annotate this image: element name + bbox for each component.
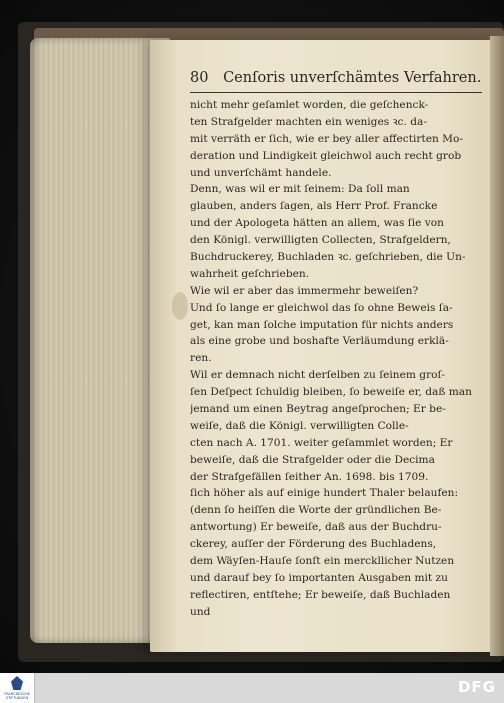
paper-stain bbox=[172, 292, 188, 320]
text-line: get, kan man ſolche imputation für nichts anders bbox=[190, 318, 454, 331]
running-title: Cenſoris unverſchämtes Verfahren. bbox=[223, 70, 482, 86]
text-line: Denn, was wil er mit ſeinem: Da ſoll man bbox=[190, 183, 410, 196]
text-line: ren. bbox=[190, 352, 212, 365]
text-line: Buchdruckerey, Buchladen ꝛc. geſchrieben, die Un- bbox=[190, 251, 466, 264]
text-line: jemand um einen Beytrag angeſprochen; Er be- bbox=[190, 403, 446, 416]
dfg-logo: DFG bbox=[457, 678, 496, 696]
text-line: und unverſchämt handele. bbox=[190, 166, 332, 179]
text-line: reflectiren, entſtehe; Er beweiſe, daß Buchladen bbox=[190, 588, 451, 601]
text-line: beweiſe, daß die Strafgelder oder die Decima bbox=[190, 453, 435, 466]
logo-mark bbox=[11, 676, 23, 690]
page-header bbox=[190, 70, 490, 86]
text-line: (denn ſo heiſſen die Worte der gründlichen Be- bbox=[190, 504, 442, 517]
text-line: nicht mehr geſamlet worden, die geſchenck- bbox=[190, 99, 429, 111]
body-text bbox=[190, 97, 482, 621]
text-line: den Königl. verwilligten Collecten, Strafgeldern, bbox=[190, 234, 451, 247]
text-line: wahrheit geſchrieben. bbox=[190, 267, 310, 280]
text-line: und der Apologeta hätten an allem, was ſie von bbox=[190, 217, 444, 230]
text-line: und darauf bey ſo importanten Ausgaben mit zu bbox=[190, 571, 448, 584]
text-line: Und ſo lange er gleichwol das ſo ohne Beweis ſa- bbox=[190, 301, 453, 314]
page-number: 80 bbox=[190, 70, 209, 86]
text-line: ſich höher als auf einige hundert Thaler belaufen: bbox=[190, 487, 459, 500]
text-line: weiſe, daß die Königl. verwilligten Colle- bbox=[190, 419, 409, 432]
text-line: der Strafgefällen ſeither An. 1698. bis 1709. bbox=[190, 470, 429, 483]
text-line: ckerey, auſſer der Förderung des Buchladens, bbox=[190, 538, 437, 551]
logo-caption: FRANCKESCHE STIFTUNGEN bbox=[4, 692, 30, 700]
header-rule bbox=[190, 92, 482, 93]
text-line: Wil er demnach nicht derſelben zu ſeinem groſ- bbox=[190, 369, 446, 382]
text-line: als eine grobe und boshafte Verläumdung erklä- bbox=[190, 335, 449, 348]
text-line: dem Wäyſen-Hauſe ſonſt ein merckllicher Nutzen bbox=[190, 555, 455, 568]
page-edges bbox=[30, 38, 170, 643]
text-line: ten Strafgelder machten ein weniges ꝛc. da- bbox=[190, 115, 427, 128]
footer-bar bbox=[0, 673, 504, 703]
text-line: mit verräth er ſich, wie er bey aller affectirten Mo- bbox=[190, 132, 463, 145]
text-line: ſen Deſpect ſchuldig bleiben, ſo beweiſe er, daß man bbox=[190, 386, 472, 399]
text-line: deration und Lindigkeit gleichwol auch recht grob bbox=[190, 149, 462, 162]
right-page-edge bbox=[490, 36, 504, 656]
text-line: Wie wil er aber das immermehr beweiſen? bbox=[190, 284, 419, 297]
institution-logo bbox=[0, 673, 35, 703]
text-line: antwortung) Er beweiſe, daß aus der Buchdru- bbox=[190, 521, 442, 534]
text-line: glauben, anders ſagen, als Herr Prof. Francke bbox=[190, 200, 438, 213]
text-line: cten nach A. 1701. weiter geſammlet worden; Er bbox=[190, 436, 453, 449]
text-line: und bbox=[190, 605, 211, 618]
